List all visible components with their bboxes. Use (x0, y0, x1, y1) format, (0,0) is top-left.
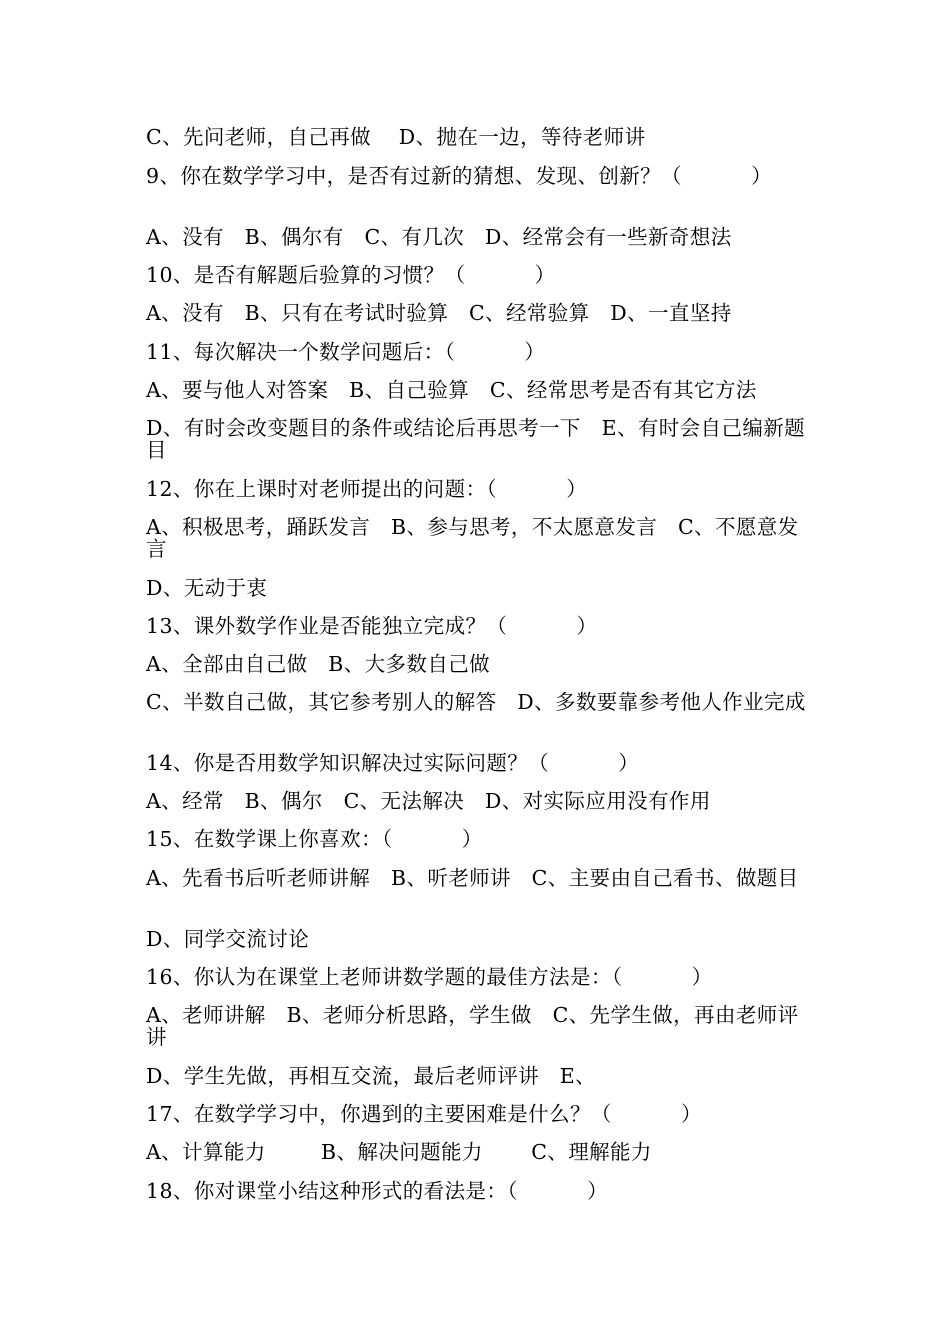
question-12: 12、你在上课时对老师提出的问题：（ ） (146, 477, 588, 501)
options-q12-abc: A、积极思考，踊跃发言 B、参与思考，不太愿意发言 C、不愿意发言 (146, 515, 799, 561)
options-q10: A、没有 B、只有在考试时验算 C、经常验算 D、一直坚持 (146, 301, 732, 325)
question-9: 9、你在数学学习中，是否有过新的猜想、发现、创新？（ ） (146, 164, 773, 188)
question-18: 18、你对课堂小结这种形式的看法是：（ ） (146, 1179, 608, 1203)
question-10: 10、是否有解题后验算的习惯？（ ） (146, 263, 556, 287)
options-q17: A、计算能力 B、解决问题能力 C、理解能力 (146, 1140, 652, 1164)
question-16: 16、你认为在课堂上老师讲数学题的最佳方法是：（ ） (146, 965, 713, 989)
question-13: 13、课外数学作业是否能独立完成？（ ） (146, 614, 598, 638)
options-q9: A、没有 B、偶尔有 C、有几次 D、经常会有一些新奇想法 (146, 225, 732, 249)
options-q13-cd: C、半数自己做，其它参考别人的解答 D、多数要靠参考他人作业完成 (146, 690, 806, 714)
options-q16-de: D、学生先做，再相互交流，最后老师评讲 E、 (146, 1064, 597, 1088)
question-15: 15、在数学课上你喜欢：（ ） (146, 827, 483, 851)
question-17: 17、在数学学习中，你遇到的主要困难是什么？（ ） (146, 1102, 702, 1126)
options-q16-abc: A、老师讲解 B、老师分析思路，学生做 C、先学生做，再由老师评讲 (146, 1003, 799, 1049)
question-14: 14、你是否用数学知识解决过实际问题？（ ） (146, 751, 640, 775)
options-q15-d: D、同学交流讨论 (146, 927, 310, 951)
options-q15-abc: A、先看书后听老师讲解 B、听老师讲 C、主要由自己看书、做题目 (146, 866, 799, 890)
options-q12-d: D、无动于衷 (146, 576, 268, 600)
question-11: 11、每次解决一个数学问题后：（ ） (146, 340, 546, 364)
options-q13-ab: A、全部由自己做 B、大多数自己做 (146, 652, 491, 676)
options-q11-de: D、有时会改变题目的条件或结论后再思考一下 E、有时会自己编新题目 (146, 416, 806, 462)
option-line-q8-cd: C、先问老师，自己再做 D、抛在一边，等待老师讲 (146, 125, 646, 149)
options-q14: A、经常 B、偶尔 C、无法解决 D、对实际应用没有作用 (146, 789, 711, 813)
options-q11-abc: A、要与他人对答案 B、自己验算 C、经常思考是否有其它方法 (146, 378, 757, 402)
